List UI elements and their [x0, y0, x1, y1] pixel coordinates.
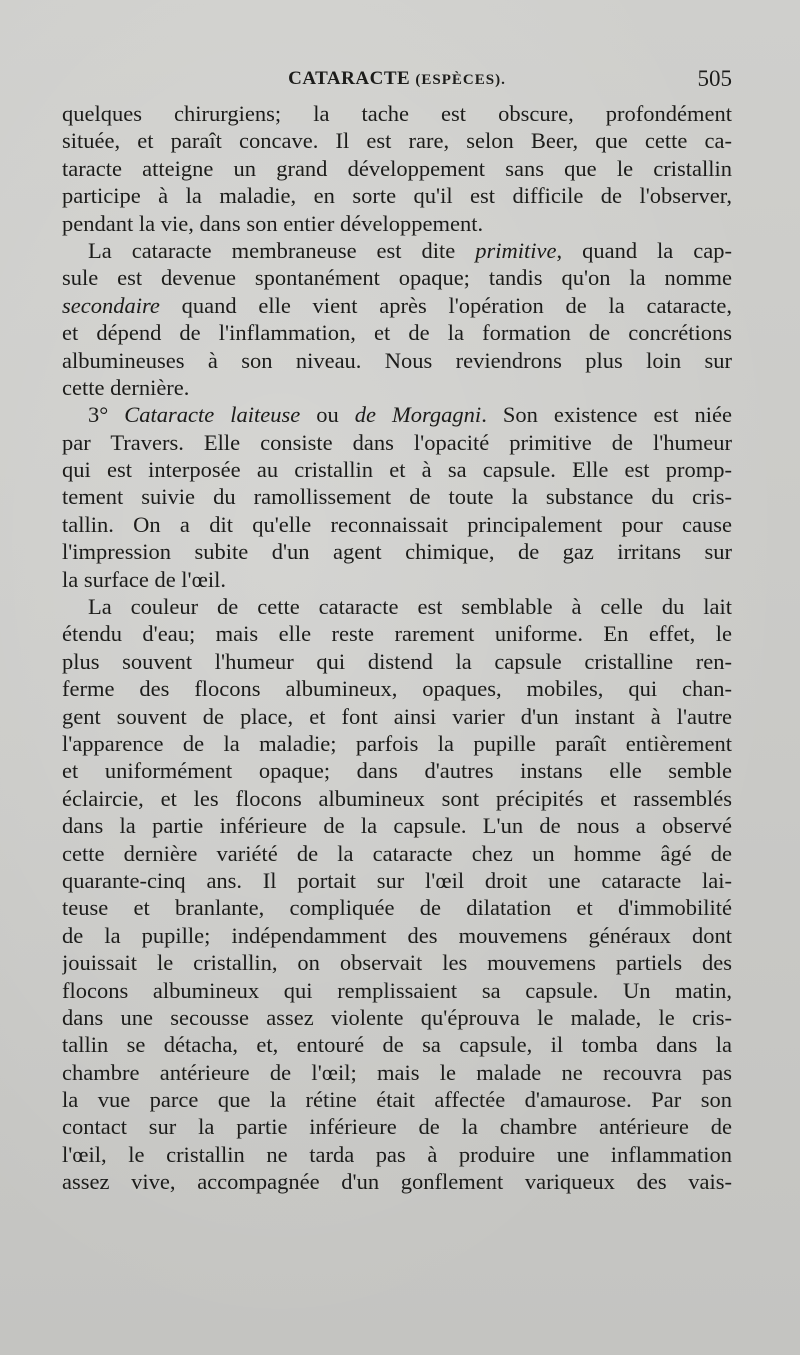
text-line: tement suivie du ramollissement de toute la substance du cris-: [62, 484, 732, 510]
text-line: contact sur la partie inférieure de la chambre antérieure de: [62, 1114, 732, 1140]
italic-term: primitive: [475, 237, 557, 263]
page-number: 505: [697, 66, 732, 91]
text-line: située, et paraît concave. Il est rare, selon Beer, que cette ca-: [62, 128, 732, 154]
text-line: albumineuses à son niveau. Nous reviendrons plus loin sur: [62, 347, 732, 373]
text-line: dans une secousse assez violente qu'éprouva le malade, le cris-: [62, 1004, 732, 1030]
text-line: la vue parce que la rétine était affectée d'amaurose. Par son: [62, 1087, 732, 1113]
text-line: tallin se détacha, et, entouré de sa capsule, il tomba dans la: [62, 1032, 732, 1058]
text-line: 3° Cataracte laiteuse ou de Morgagni. Son existence est niée: [88, 402, 732, 428]
text-line: tallin. On a dit qu'elle reconnaissait principalement pour cause: [62, 511, 732, 537]
text-line: la surface de l'œil.: [62, 566, 226, 592]
text-line: teuse et branlante, compliquée de dilatation et d'immobilité: [62, 895, 732, 921]
text-line: La couleur de cette cataracte est semblable à celle du lait: [88, 594, 732, 620]
text-line: pendant la vie, dans son entier développement.: [62, 210, 484, 236]
text-line: sule est devenue spontanément opaque; tandis qu'on la nomme: [62, 265, 732, 291]
running-title: [62, 68, 732, 90]
text-line: jouissait le cristallin, on observait les mouvemens partiels des: [62, 950, 732, 976]
text-line: l'œil, le cristallin ne tarda pas à produire une inflammation: [62, 1141, 732, 1167]
text-line: par Travers. Elle consiste dans l'opacité primitive de l'humeur: [62, 429, 732, 455]
page-header: [62, 68, 732, 98]
text-line: de la pupille; indépendamment des mouvemens généraux dont: [62, 922, 732, 948]
italic-term: de Morgagni: [354, 402, 482, 428]
text-line: quarante-cinq ans. Il portait sur l'œil droit une cataracte lai-: [62, 867, 732, 893]
text-line: assez vive, accompagnée d'un gonflement variqueux des vais-: [62, 1169, 732, 1195]
text-line: cette dernière variété de la cataracte chez un homme âgé de: [62, 840, 732, 866]
text-line: ferme des flocons albumineux, opaques, mobiles, qui chan-: [62, 676, 732, 702]
text-line: dans la partie inférieure de la capsule. L'un de nous a observé: [62, 813, 732, 839]
text-line: La cataracte membraneuse est dite primitive, quand la cap-: [88, 237, 732, 263]
text-line: qui est interposée au cristallin et à sa capsule. Elle est promp-: [62, 457, 732, 483]
italic-term: Cataracte laiteuse: [124, 402, 301, 428]
text-line: flocons albumineux qui remplissaient sa capsule. Un matin,: [62, 977, 732, 1003]
italic-term: secondaire: [62, 292, 160, 318]
text-line: quelques chirurgiens; la tache est obscure, profondément: [62, 101, 732, 126]
text-line: l'impression subite d'un agent chimique, de gaz irritans sur: [62, 539, 732, 565]
running-title-sub: (ESPÈCES).: [415, 72, 506, 88]
text-line: taracte atteigne un grand développement sans que le cristallin: [62, 155, 732, 181]
text-line: gent souvent de place, et font ainsi varier d'un instant à l'autre: [62, 703, 732, 729]
text-line: l'apparence de la maladie; parfois la pupille paraît entièrement: [62, 730, 732, 756]
text-line: et uniformément opaque; dans d'autres instans elle semble: [62, 758, 732, 784]
text-line: cette dernière.: [62, 374, 190, 400]
running-title-main: CATARACTE: [288, 68, 411, 89]
text-line: participe à la maladie, en sorte qu'il est difficile de l'observer,: [62, 183, 732, 209]
text-line: étendu d'eau; mais elle reste rarement uniforme. En effet, le: [62, 621, 732, 647]
text-line: et dépend de l'inflammation, et de la formation de concrétions: [62, 320, 732, 346]
body-text: [62, 100, 732, 1196]
text-line: secondaire quand elle vient après l'opération de la cataracte,: [62, 292, 732, 318]
text-line: chambre antérieure de l'œil; mais le malade ne recouvra pas: [62, 1059, 732, 1085]
text-line: plus souvent l'humeur qui distend la capsule cristalline ren-: [62, 648, 732, 674]
text-line: éclaircie, et les flocons albumineux sont précipités et rassemblés: [62, 785, 732, 811]
